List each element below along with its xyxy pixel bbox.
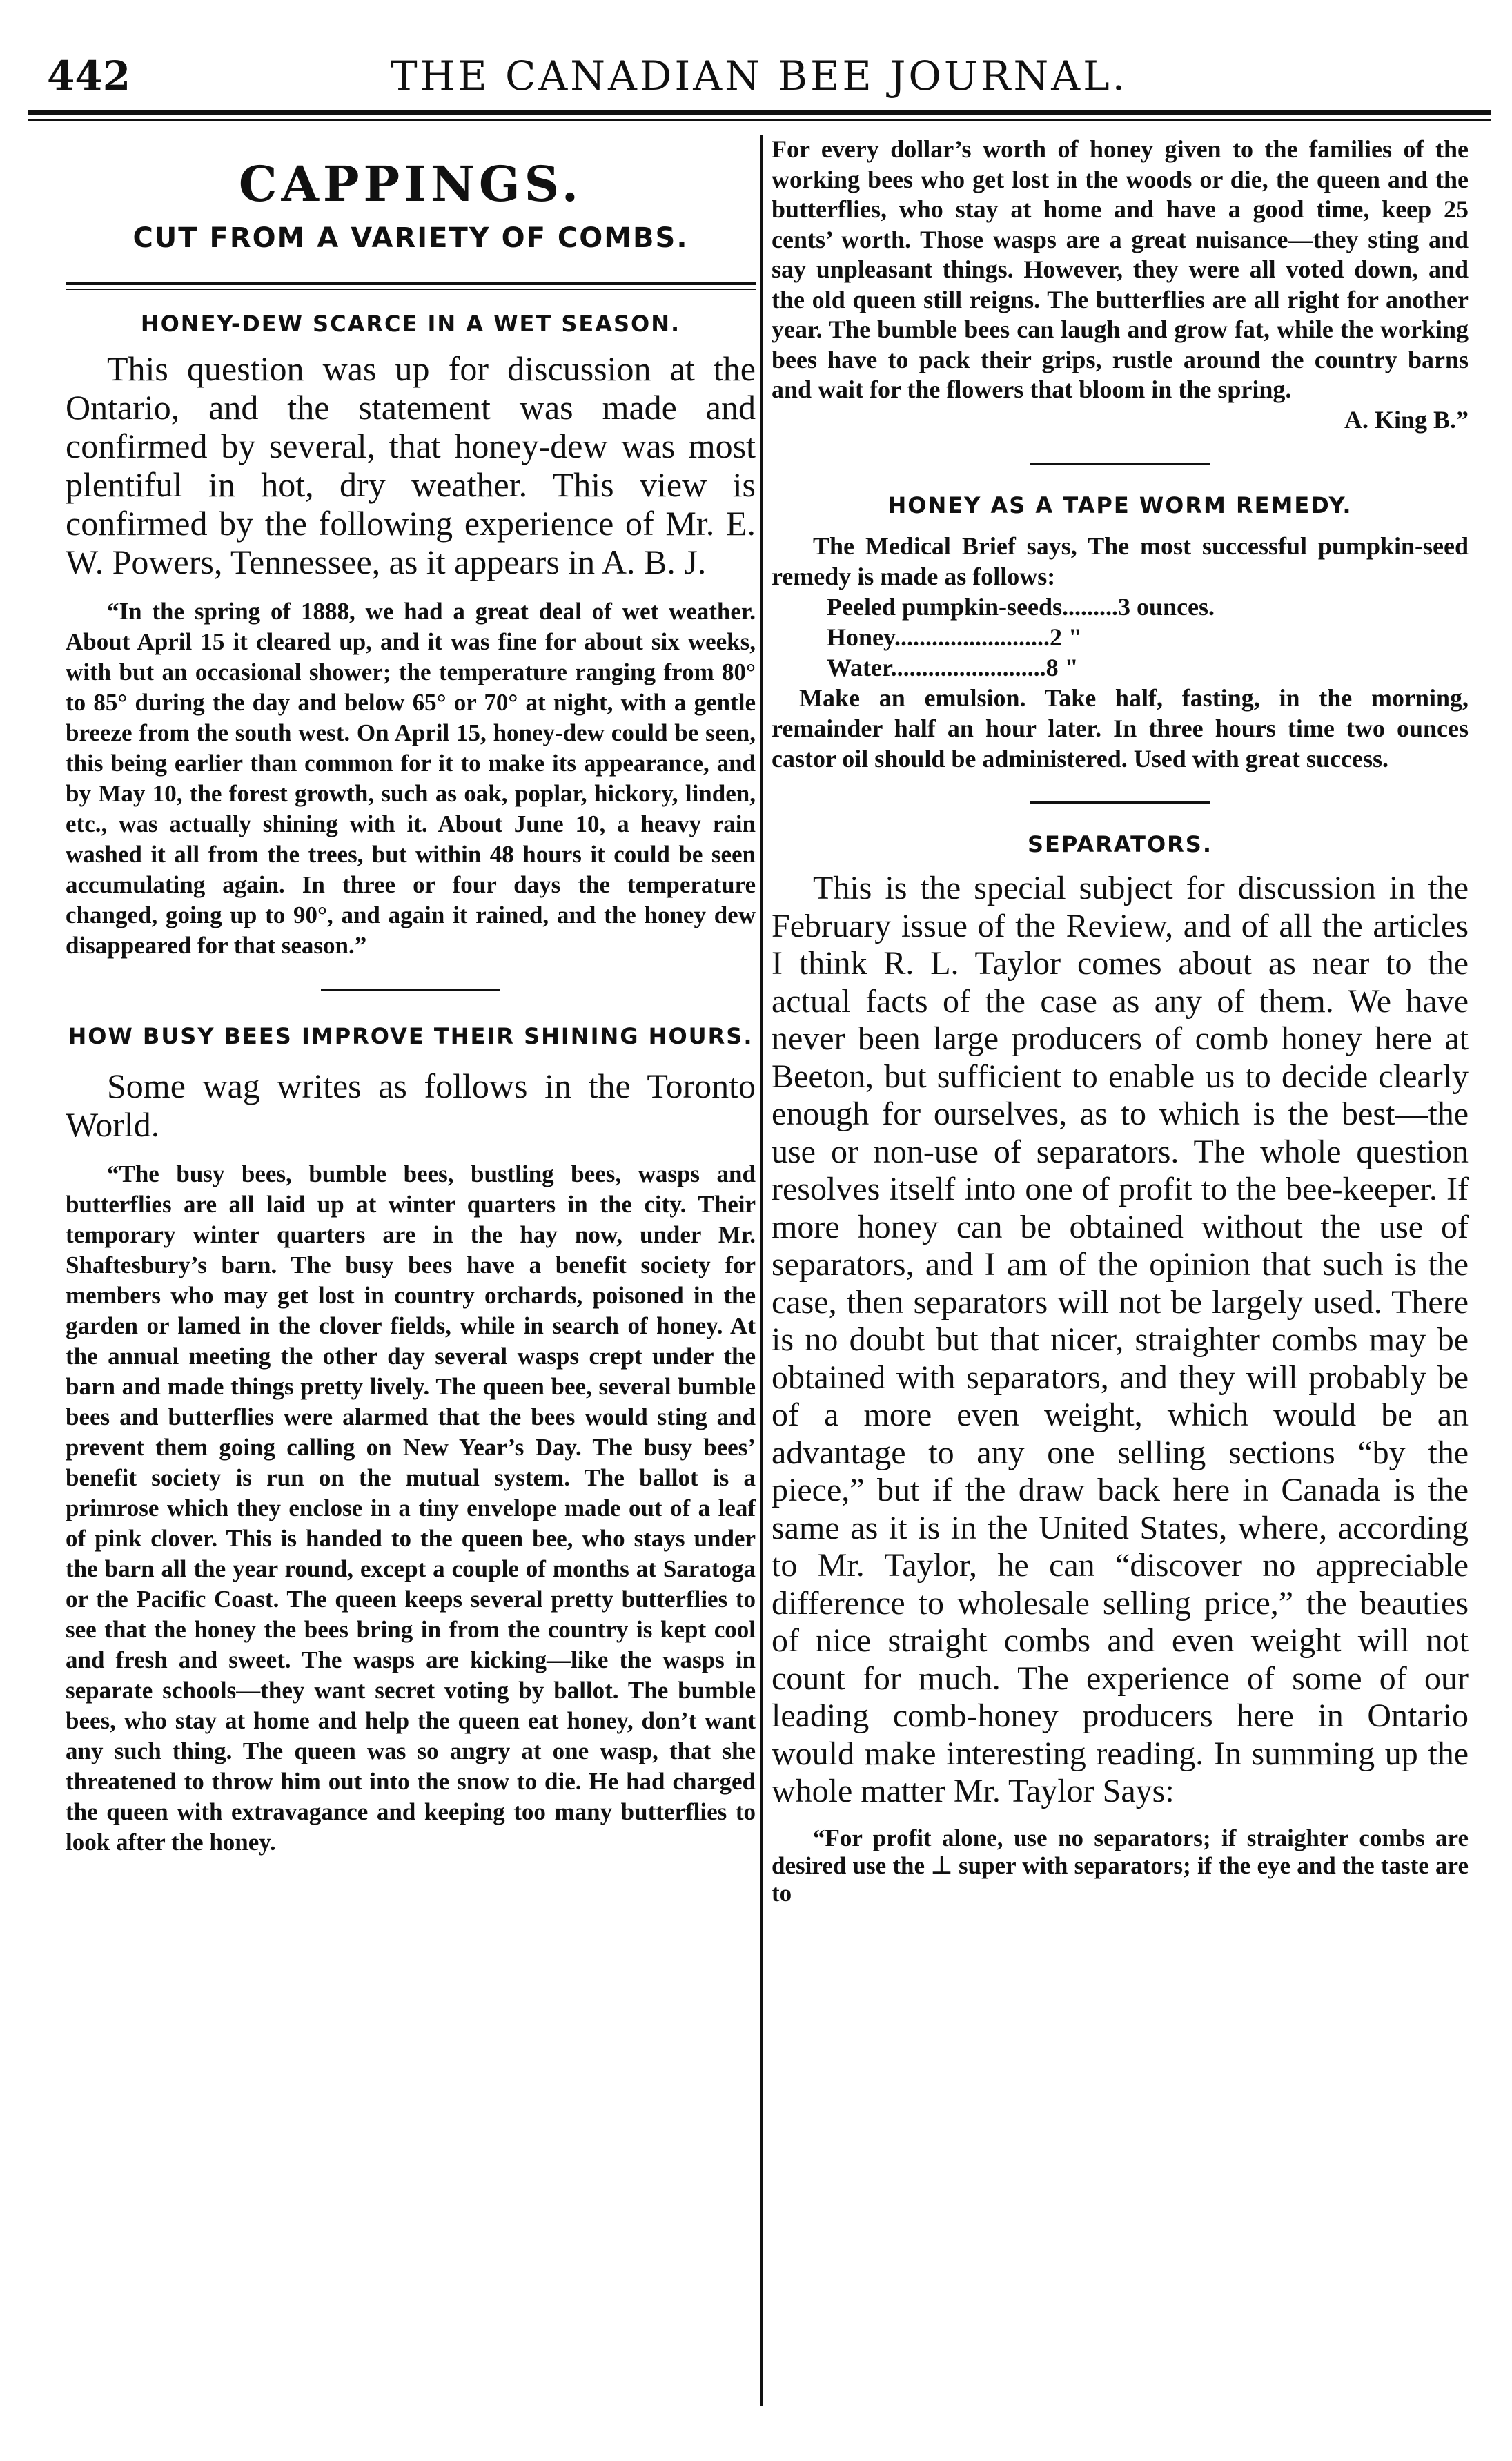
column-divider (760, 135, 763, 2406)
recipe-ingredient: Peeled pumpkin-seeds.........3 ounces. (827, 593, 1215, 621)
cappings-subtitle: CUT FROM A VARIETY OF COMBS. (132, 222, 689, 254)
left-column (66, 135, 756, 1858)
tapeworm-heading: HONEY AS A TAPE WORM REMEDY. (887, 492, 1353, 518)
honeydew-lead: This question was up for discussion at the Ontario, and the statement was made and confirmed by several, that honey-dew was most plentiful in hot, dry weather. This view is confirmed by the following experience of Mr. E. W. Powers, Tennessee, as it appears in A. B. J. (66, 349, 756, 581)
busybees-lead: Some wag writes as follows in the Toronto World. (66, 1067, 756, 1144)
separators-heading: SEPARATORS. (1028, 831, 1212, 857)
separator-rule (321, 989, 500, 991)
right-column (772, 135, 1469, 1907)
signature-line (772, 405, 1469, 436)
recipe-ingredient: Water.........................8 " (827, 654, 1079, 681)
separator-rule (1030, 801, 1210, 804)
signature: A. King B.” (1344, 405, 1469, 434)
recipe-intro: The Medical Brief says, The most successful pumpkin-seed remedy is made as follows: (772, 532, 1469, 590)
recipe-note: Make an emulsion. Take half, fasting, in the morning, remainder half an hour later. In three hours time two ounces castor oil should be administered. Used with great success. (772, 684, 1469, 772)
honeydew-heading: HONEY-DEW SCARCE IN A WET SEASON. (140, 311, 681, 337)
separator-rule (1030, 463, 1210, 465)
busybees-heading: HOW BUSY BEES IMPROVE THEIR SHINING HOURS. (68, 1023, 754, 1049)
separators-lead: This is the special subject for discussion in the February issue of the Review, and of all the articles I think R. L. Taylor comes about as near to the actual facts of the case as any of them. We have never been large producers of comb honey here at Beeton, but sufficient to enable us to decide clearly enough for ourselves, as to which is the best—the use or non-use of separators. The whole question resolves itself into one of profit to the bee-keeper. If more honey can be obtained without the use of separators, and I am of the opinion that such is the case, then separators will not be largely used. There is no doubt but that nicer, straighter combs may be obtained with separators, and they will probably be of a more even weight, which would be an advantage to any one selling sections “by the piece,” but if the draw back here in Canada is the same as it is in the United States, where, according to Mr. Taylor, he can “discover no appreciable difference to wholesale selling price,” the beauties of nice straight combs and even weight will not count for much. The experience of some of our leading comb-honey producers here in Ontario would make interesting reading. In summing up the whole matter Mr. Taylor Says: (772, 870, 1469, 1809)
separators-quote: “For profit alone, use no separators; if straighter combs are desired use the ⊥ super with separators; if the eye and the taste are to (772, 1824, 1469, 1907)
recipe-ingredient: Honey.........................2 " (827, 623, 1083, 651)
busybees-continuation: For every dollar’s worth of honey given to the families of the working bees who get lost in the woods or die, the queen and the butterflies, who stay at home and have a good time, keep 25 cents’ worth. Those wasps are a great nuisance—they sting and say unpleasant things. However, they were all voted down, and the old queen still reigns. The butterflies are all right for another year. The bumble bees can laugh and grow fat, while the working bees have to pack their grips, rustle around the country barns and wait for the flowers that bloom in the spring. (772, 135, 1469, 403)
journal-title: THE CANADIAN BEE JOURNAL. (390, 52, 1128, 99)
cappings-title: CAPPINGS. (238, 155, 583, 213)
page-header (28, 48, 1491, 131)
honeydew-quote: “In the spring of 1888, we had a great deal of wet weather. About April 15 it cleared up, and it was fine for about six weeks, with but an occasional shower; the temperature ranging from 80° to 85° during the day and below 65° or 70° at night, with a gentle breeze from the south west. On April 15, honey-dew could be seen, this being earlier than common for it to make its appearance, and by May 10, the forest growth, such as oak, poplar, hickory, linden, etc., was actually shining with it. About June 10, a heavy rain washed it all from the trees, but within 48 hours it could be seen accumulating again. In three or four days the temperature changed, going up to 90°, and again it rained, and the honey dew disappeared for that season.” (66, 598, 756, 959)
header-rule-thin (28, 119, 1491, 121)
tapeworm-recipe (772, 531, 1469, 774)
section-double-rule (66, 282, 756, 290)
page-number: 442 (47, 52, 131, 99)
header-rule (28, 110, 1491, 115)
busybees-quote: “The busy bees, bumble bees, bustling bees, wasps and butterflies are all laid up at winter quarters in the city. Their temporary winter quarters are in the hay now, under Mr. Shaftesbury’s barn. The busy bees have a benefit society for members who may get lost in country orchards, poisoned in the garden or lamed in the clover fields, while in search of honey. At the annual meeting the other day several wasps crept under the barn and made things pretty lively. The queen bee, several bumble bees and butterflies were alarmed that the bees would sting and prevent them going calling on New Year’s Day. The busy bees’ benefit society is run on the mutual system. The ballot is a primrose which they enclose in a tiny envelope made out of a leaf of pink clover. This is handed to the queen bee, who stays under the barn all the year round, except a couple of months at Saratoga or the Pacific Coast. The queen keeps several pretty butterflies to see that the honey the bees bring in from the country is kept cool and fresh and sweet. The wasps are kicking—like the wasps in separate schools—they want secret voting by ballot. The bumble bees, who stay at home and help the queen eat honey, don’t want any such thing. The queen was so angry at one wasp, that she threatened to throw him out into the snow to die. He had charged the queen with extravagance and keeping too many butterflies to look after the honey. (66, 1160, 756, 1856)
